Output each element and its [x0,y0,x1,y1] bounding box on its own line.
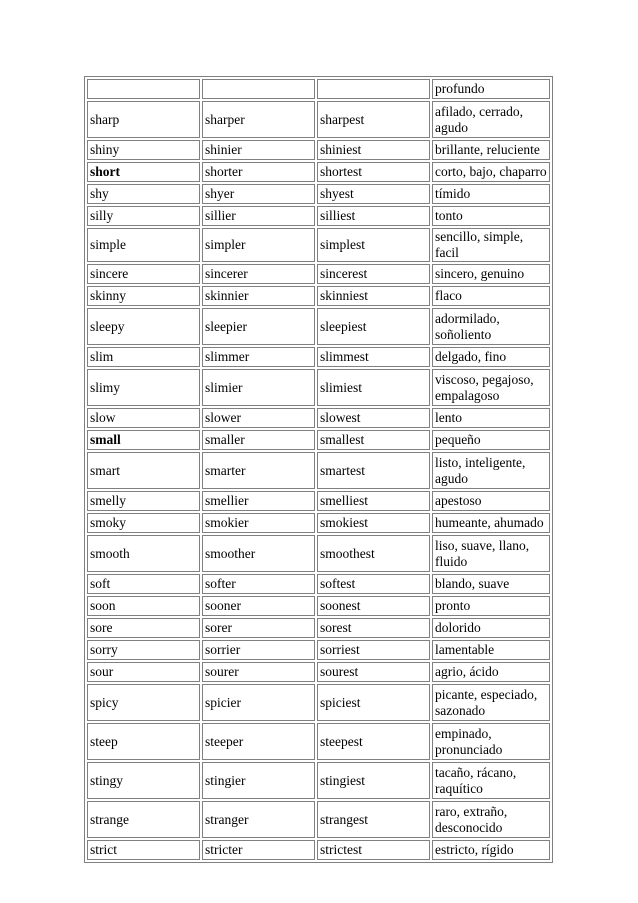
comparative-cell: sleepier [202,308,315,345]
comparative-cell: smoother [202,535,315,572]
table-row [87,162,550,182]
spanish-translation-cell: estricto, rígido [432,840,550,860]
superlative-cell: smoothest [317,535,430,572]
comparative-cell: sooner [202,596,315,616]
spanish-translation-cell: profundo [432,79,550,99]
base-form-cell: sorry [87,640,200,660]
table-row [87,430,550,450]
base-form-cell: sour [87,662,200,682]
spanish-translation-cell: brillante, reluciente [432,140,550,160]
superlative-cell: soonest [317,596,430,616]
comparative-cell: softer [202,574,315,594]
base-form-cell: skinny [87,286,200,306]
base-form-cell: short [87,162,200,182]
superlative-cell: sorest [317,618,430,638]
table-row [87,452,550,489]
table-row [87,618,550,638]
superlative-cell: smokiest [317,513,430,533]
base-form-cell: smart [87,452,200,489]
comparative-cell: smellier [202,491,315,511]
base-form-cell: slimy [87,369,200,406]
base-form-cell: shiny [87,140,200,160]
spanish-translation-cell: tonto [432,206,550,226]
base-form-cell: sincere [87,264,200,284]
superlative-cell: slimiest [317,369,430,406]
base-form-cell [87,79,200,99]
spanish-translation-cell: listo, inteligente, agudo [432,452,550,489]
comparative-cell: smarter [202,452,315,489]
comparative-cell: sincerer [202,264,315,284]
comparative-cell: slower [202,408,315,428]
superlative-cell: sleepiest [317,308,430,345]
superlative-cell: simplest [317,228,430,262]
comparative-cell: simpler [202,228,315,262]
adjective-table [84,76,553,863]
superlative-cell: strangest [317,801,430,838]
table-row [87,347,550,367]
superlative-cell: skinniest [317,286,430,306]
base-form-cell: strict [87,840,200,860]
table-row [87,596,550,616]
comparative-cell [202,79,315,99]
comparative-cell: steeper [202,723,315,760]
table-row [87,184,550,204]
spanish-translation-cell: picante, especiado, sazonado [432,684,550,721]
comparative-cell: sorer [202,618,315,638]
spanish-translation-cell: liso, suave, llano, fluido [432,535,550,572]
adjective-table-body [87,79,550,860]
base-form-cell: shy [87,184,200,204]
superlative-cell: spiciest [317,684,430,721]
table-row [87,801,550,838]
spanish-translation-cell: sencillo, simple, facil [432,228,550,262]
table-row [87,140,550,160]
superlative-cell: softest [317,574,430,594]
table-row [87,574,550,594]
comparative-cell: stricter [202,840,315,860]
base-form-cell: sharp [87,101,200,138]
table-row [87,723,550,760]
comparative-cell: spicier [202,684,315,721]
base-form-cell: smooth [87,535,200,572]
base-form-cell: slim [87,347,200,367]
base-form-cell: sore [87,618,200,638]
table-row [87,308,550,345]
spanish-translation-cell: lento [432,408,550,428]
comparative-cell: slimmer [202,347,315,367]
base-form-cell: soft [87,574,200,594]
superlative-cell: strictest [317,840,430,860]
base-form-cell: spicy [87,684,200,721]
table-row [87,264,550,284]
superlative-cell: sourest [317,662,430,682]
superlative-cell: smallest [317,430,430,450]
comparative-cell: shinier [202,140,315,160]
superlative-cell: shiniest [317,140,430,160]
base-form-cell: strange [87,801,200,838]
superlative-cell: slowest [317,408,430,428]
superlative-cell: stingiest [317,762,430,799]
base-form-cell: slow [87,408,200,428]
table-row [87,228,550,262]
comparative-cell: slimier [202,369,315,406]
spanish-translation-cell: humeante, ahumado [432,513,550,533]
spanish-translation-cell: pronto [432,596,550,616]
base-form-cell: small [87,430,200,450]
base-form-cell: soon [87,596,200,616]
comparative-cell: skinnier [202,286,315,306]
table-row [87,684,550,721]
base-form-cell: sleepy [87,308,200,345]
comparative-cell: sorrier [202,640,315,660]
spanish-translation-cell: agrio, ácido [432,662,550,682]
superlative-cell: sharpest [317,101,430,138]
spanish-translation-cell: apestoso [432,491,550,511]
base-form-cell: steep [87,723,200,760]
spanish-translation-cell: delgado, fino [432,347,550,367]
spanish-translation-cell: blando, suave [432,574,550,594]
table-row [87,762,550,799]
superlative-cell: steepest [317,723,430,760]
spanish-translation-cell: adormilado, soñoliento [432,308,550,345]
base-form-cell: smoky [87,513,200,533]
spanish-translation-cell: flaco [432,286,550,306]
superlative-cell [317,79,430,99]
comparative-cell: sillier [202,206,315,226]
spanish-translation-cell: dolorido [432,618,550,638]
table-row [87,640,550,660]
spanish-translation-cell: corto, bajo, chaparro [432,162,550,182]
table-row [87,840,550,860]
comparative-cell: smaller [202,430,315,450]
superlative-cell: smelliest [317,491,430,511]
superlative-cell: slimmest [317,347,430,367]
base-form-cell: simple [87,228,200,262]
comparative-cell: stingier [202,762,315,799]
comparative-cell: sharper [202,101,315,138]
superlative-cell: smartest [317,452,430,489]
spanish-translation-cell: raro, extraño, desconocido [432,801,550,838]
base-form-cell: silly [87,206,200,226]
table-row [87,491,550,511]
superlative-cell: sincerest [317,264,430,284]
comparative-cell: stranger [202,801,315,838]
spanish-translation-cell: afilado, cerrado, agudo [432,101,550,138]
comparative-cell: sourer [202,662,315,682]
table-row [87,369,550,406]
table-row [87,535,550,572]
comparative-cell: shorter [202,162,315,182]
superlative-cell: shyest [317,184,430,204]
superlative-cell: shortest [317,162,430,182]
table-row [87,79,550,99]
comparative-cell: smokier [202,513,315,533]
base-form-cell: stingy [87,762,200,799]
spanish-translation-cell: tímido [432,184,550,204]
table-row [87,206,550,226]
superlative-cell: sorriest [317,640,430,660]
spanish-translation-cell: tacaño, rácano, raquítico [432,762,550,799]
superlative-cell: silliest [317,206,430,226]
table-row [87,662,550,682]
table-row [87,101,550,138]
spanish-translation-cell: pequeño [432,430,550,450]
table-row [87,286,550,306]
spanish-translation-cell: empinado, pronunciado [432,723,550,760]
spanish-translation-cell: lamentable [432,640,550,660]
spanish-translation-cell: sincero, genuino [432,264,550,284]
spanish-translation-cell: viscoso, pegajoso, empalagoso [432,369,550,406]
table-row [87,513,550,533]
comparative-cell: shyer [202,184,315,204]
table-row [87,408,550,428]
base-form-cell: smelly [87,491,200,511]
